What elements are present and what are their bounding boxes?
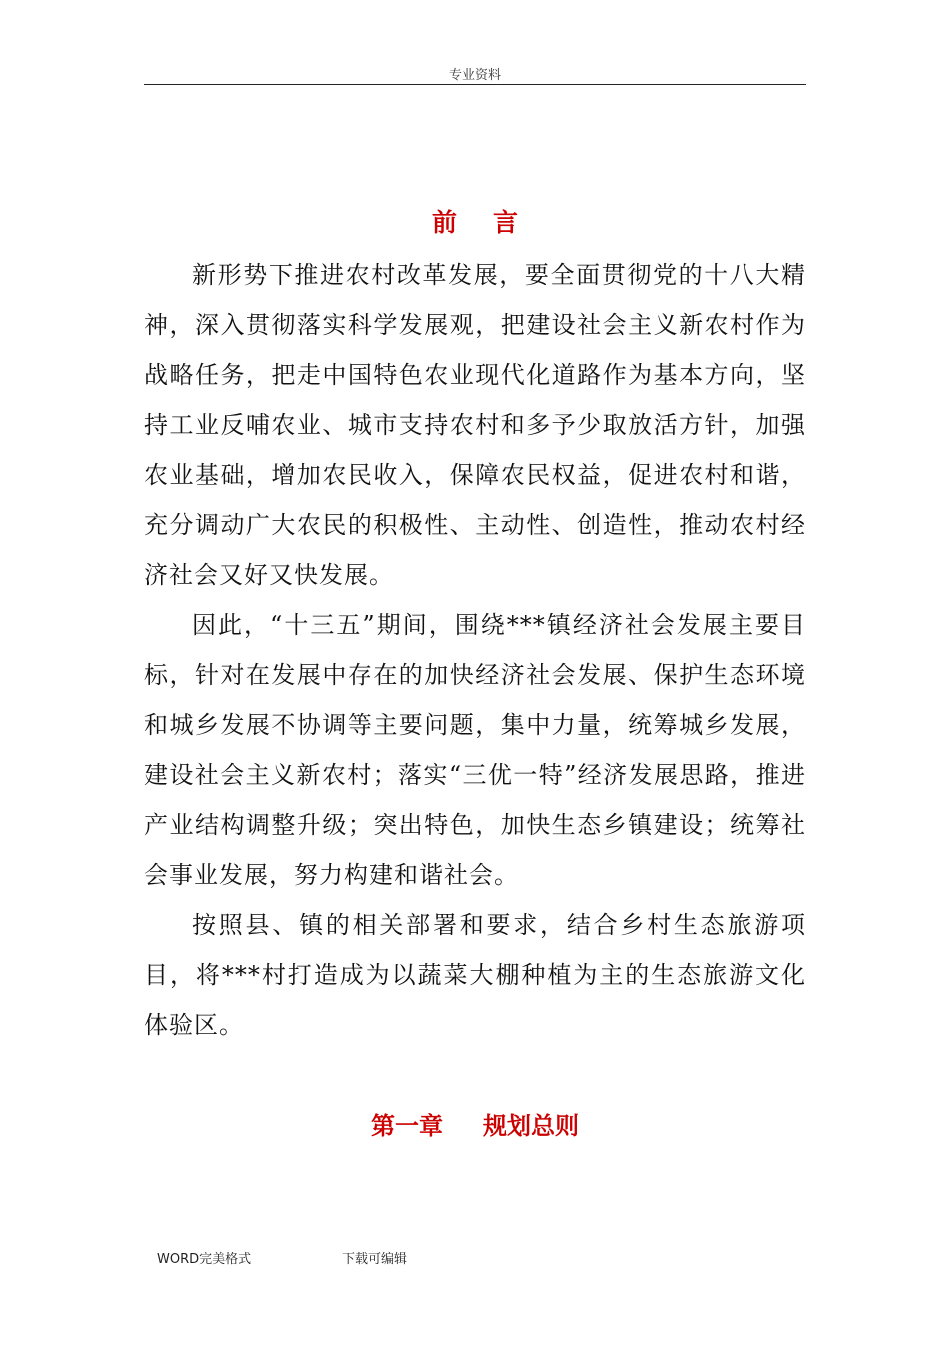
chapter-number: 第一章 bbox=[371, 1111, 443, 1140]
chapter-name: 规划总则 bbox=[483, 1111, 579, 1140]
preface-title: 前言 bbox=[431, 208, 554, 237]
paragraph-1: 新形势下推进农村改革发展，要全面贯彻党的十八大精神，深入贯彻落实科学发展观，把建设社会主义新农村作为战略任务，把走中国特色农业现代化道路作为基本方向，坚持工业反哺农业、城市支持农村和多予少取放活方针，加强农业基础，增加农民收入，保障农民权益，促进农村和谐，充分调动广大农民的积极性、主动性、创造性，推动农村经济社会又好又快发展。 bbox=[144, 261, 806, 589]
page-header: 专业资料 bbox=[448, 68, 501, 83]
footer-left: WORD完美格式 bbox=[157, 1252, 252, 1267]
paragraph-2: 因此，“十三五”期间，围绕***镇经济社会发展主要目标，针对在发展中存在的加快经济社会发展、保护生态环境和城乡发展不协调等主要问题，集中力量，统筹城乡发展，建设社会主义新农村；落实“三优一特”经济发展思路，推进产业结构调整升级；突出特色，加快生态乡镇建设；统筹社会事业发展，努力构建和谐社会。 bbox=[144, 611, 806, 889]
chapter-heading bbox=[0, 1106, 950, 1141]
preface-body bbox=[144, 250, 806, 1050]
header-divider bbox=[144, 84, 806, 85]
paragraph-3: 按照县、镇的相关部署和要求，结合乡村生态旅游项目，将***村打造成为以蔬菜大棚种植为主的生态旅游文化体验区。 bbox=[144, 911, 806, 1039]
footer-right: 下载可编辑 bbox=[342, 1252, 408, 1267]
